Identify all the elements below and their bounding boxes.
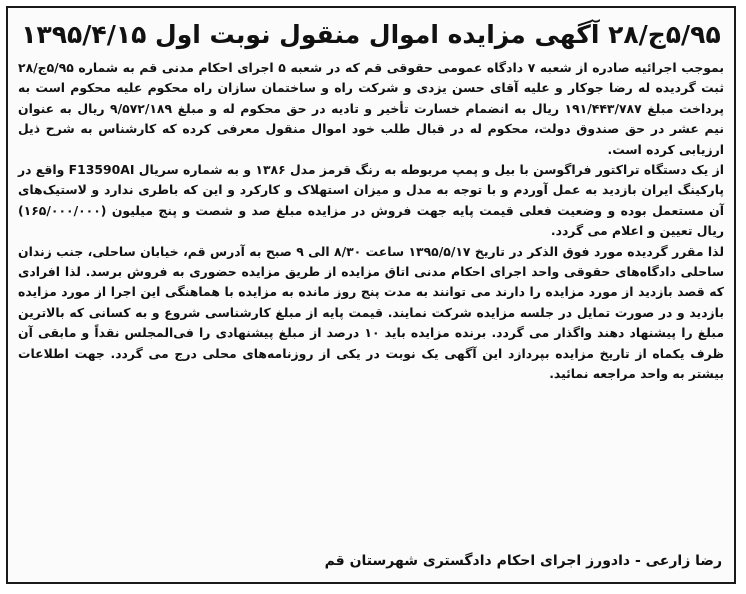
notice-paragraph-appraisal: از یک دستگاه تراکتور فراگوسن با بیل و پمپ مربوطه به رنگ قرمز مدل ۱۳۸۶ و به شماره سریال F13590AI واقع در پارکینگ ایران بازدید به عمل آوردم و با توجه به مدل و میزان استهلاک و کارکرد و این که باطری ندارد و لاستیک‌های آن مستعمل بوده و وضعیت فعلی قیمت پایه جهت فروش در مزایده مبلغ صد و شصت و پنج میلیون (۱۶۵/۰۰۰/۰۰۰) ریال تعیین و اعلام می گردد.: [18, 162, 724, 239]
notice-title: ۵/۹۵ج/۲۸ آگهی مزایده اموال منقول نوبت اول ۱۳۹۵/۴/۱۵: [21, 20, 721, 49]
legal-notice-frame: [6, 6, 736, 584]
notice-signature: رضا زارعی - دادورز اجرای احکام دادگستری شهرستان قم: [324, 553, 722, 569]
notice-paragraph-auction-terms: لذا مقرر گردیده مورد فوق الذکر در تاریخ ۱۳۹۵/۵/۱۷ ساعت ۸/۳۰ الی ۹ صبح به آدرس قم، خیابان ساحلی، جنب زندان ساحلی دادگاه‌های حقوقی واحد اجرای احکام مدنی اتاق مزایده از طریق مزایده حضوری به فروش برسد. لذا افرادی که قصد بازدید از مورد مزایده را دارند می توانند به مدت پنج روز مانده به مزایده با هماهنگی این اجرا از مورد مزایده بازدید و در صورت تمایل در جلسه مزایده شرکت نمایند. قیمت پایه از مبلغ کارشناسی شروع و به کسانی که بالاترین مبلغ را پیشنهاد دهند واگذار می گردد. برنده مزایده باید ۱۰ درصد از مبلغ پیشنهادی را فی‌المجلس نقداً و مابقی آن ظرف یکماه از تاریخ مزایده بپردازد این آگهی یک نوبت در یکی از روزنامه‌های محلی درج می گردد. جهت اطلاعات بیشتر به واحد مراجعه نمائید.: [18, 243, 724, 382]
notice-paragraph-judgment: بموجب اجرائیه صادره از شعبه ۷ دادگاه عمومی حقوقی قم که در شعبه ۵ اجرای احکام مدنی قم به شماره ۵/۹۵ج/۲۸ ثبت گردیده له رضا جوکار و علیه آقای حسن یزدی و شرکت راه و ساختمان سازان راه محکوم علیه محکوم است به پرداخت مبلغ ۱۹۱/۴۴۳/۷۸۷ ریال به انضمام خسارت تأخیر و تادیه در حق محکوم له و مبلغ ۹/۵۷۲/۱۸۹ ریال به عنوان نیم عشر در حق صندوق دولت، محکوم له در قبال طلب خود اموال منقول معرفی کرده که کارشناس به شرح ذیل ارزیابی کرده است.: [18, 60, 724, 157]
notice-body: [18, 58, 724, 385]
